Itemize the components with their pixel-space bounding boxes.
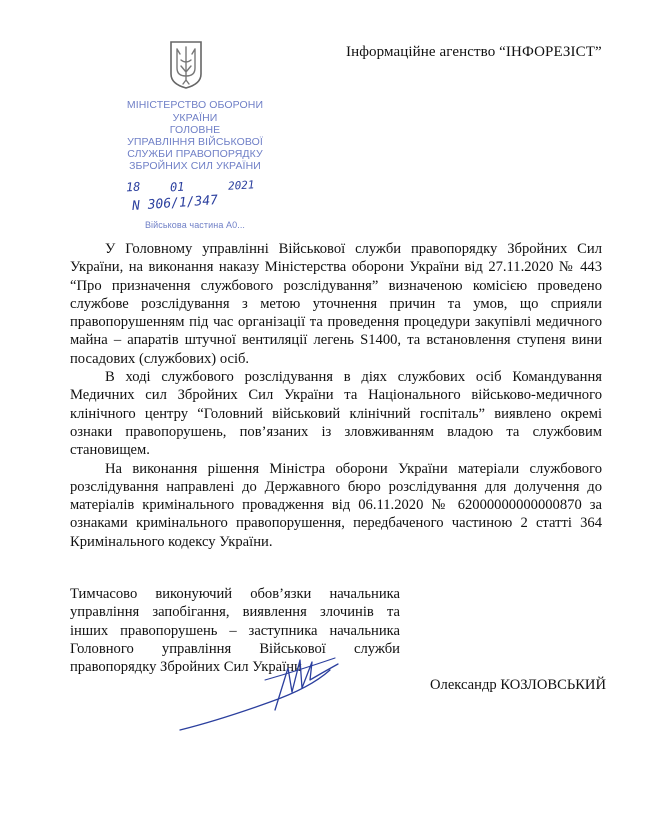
position-line: Головного управління Військової служби [70, 640, 400, 657]
handwritten-signature [160, 640, 360, 740]
stamp-line: ГОЛОВНЕ [169, 124, 221, 136]
trident-coat-of-arms-icon [169, 40, 203, 90]
letter-body [70, 240, 602, 551]
stamp-line: СЛУЖБИ ПРАВОПОРЯДКУ [127, 148, 263, 160]
stamp-unit: Військова частина А0... [144, 220, 246, 230]
position-line: інших правопорушень – заступника начальника [70, 622, 400, 639]
stamp-line: УКРАЇНИ [172, 112, 218, 124]
stamp-line: ЗБРОЙНИХ СИЛ УКРАЇНИ [129, 160, 261, 172]
body-paragraph: На виконання рішення Міністра оборони України матеріали службового розслідування направлені до Державного бюро розслідування для долучення до матеріалів кримінального провадження від 06.11.2020 № 62000000000000870 за ознаками кримінального правопорушення, передбаченого частиною 2 статті 364 Кримінального кодексу України. [70, 460, 602, 550]
stamp-line: УПРАВЛІННЯ ВІЙСЬКОВОЇ [127, 136, 263, 148]
position-line: управління запобігання, виявлення злочинів та [70, 604, 400, 621]
stamp-date-year: 2021 [227, 178, 255, 193]
position-line: Тимчасово виконуючий обов’язки начальника [70, 586, 400, 602]
signer-name: Олександр КОЗЛОВСЬКИЙ [430, 677, 607, 693]
recipient-name: Інформаційне агенство “ІНФОРЕЗІСТ” [346, 44, 602, 60]
stamp-date-day: 18 [125, 179, 141, 195]
stamp-number: N 306/1/347 [131, 193, 219, 214]
stamp-date-month: 01 [169, 179, 185, 195]
body-paragraph: У Головному управлінні Військової служби правопорядку Збройних Сил України, на виконання наказу Міністерства оборони України від 27.11.2020 № 443 “Про призначення службового розслідування” визначеною комісією проведено службове розслідування з метою уточнення причин та умов, що сприяли правопорушенням під час організації та проведення процедури закупівлі медичного майна – апаратів штучної вентиляції легень S1400, та встановлення ступеня вини посадових (службових) осіб. [70, 241, 602, 367]
stamp-line: МІНІСТЕРСТВО ОБОРОНИ [126, 99, 264, 111]
position-line: правопорядку Збройних Сил України [70, 659, 302, 676]
body-paragraph: В ході службового розслідування в діях службових осіб Командування Медичних сил Збройних Сил України та Національного військово-медичного клінічного центру “Головний військовий клінічний госпіталь” виявлено окремі ознаки правопорушень, пов’язаних із зловживанням владою та службовим становищем. [70, 369, 602, 459]
